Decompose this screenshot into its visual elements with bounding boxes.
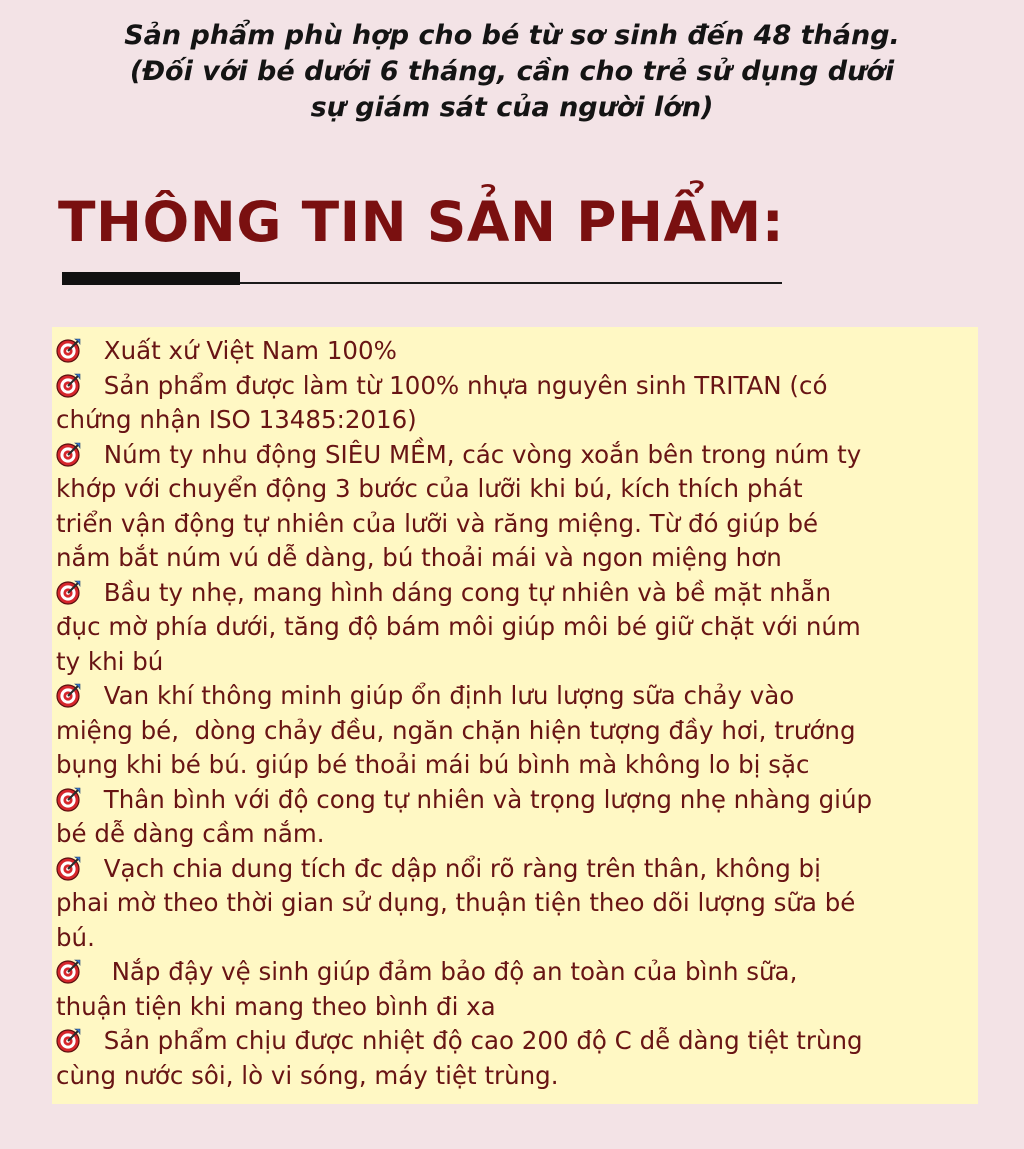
direct-hit-target-icon xyxy=(56,682,82,708)
info-item-text: Bầu ty nhẹ, mang hình dáng cong tự nhiên và bề mặt nhẵn xyxy=(103,577,831,607)
info-item-text: triển vận động tự nhiên của lưỡi và răng miệng. Từ đó giúp bé xyxy=(56,508,819,538)
info-item-line xyxy=(56,886,978,921)
info-item-text: Sản phẩm được làm từ 100% nhựa nguyên sinh TRITAN (có xyxy=(103,370,828,400)
info-item-text: Van khí thông minh giúp ổn định lưu lượng sữa chảy vào xyxy=(103,681,795,710)
direct-hit-target-icon xyxy=(56,441,82,467)
age-notice-line-1: Sản phẩm phù hợp cho bé từ sơ sinh đến 48 tháng. xyxy=(124,20,900,51)
info-item-text: Xuất xứ Việt Nam 100% xyxy=(103,336,397,365)
info-item xyxy=(56,438,978,576)
info-item-line xyxy=(56,645,978,680)
info-item-text: bụng khi bé bú. giúp bé thoải mái bú bình mà không lo bị sặc xyxy=(56,750,810,779)
direct-hit-target-icon xyxy=(56,579,82,605)
info-item-text: thuận tiện khi mang theo bình đi xa xyxy=(56,991,496,1021)
info-item-text: đục mờ phía dưới, tăng độ bám môi giúp môi bé giữ chặt với núm xyxy=(56,612,861,641)
info-item-text: nắm bắt núm vú dễ dàng, bú thoải mái và ngon miệng hơn xyxy=(56,543,782,572)
info-item-line xyxy=(56,921,978,956)
info-item-line xyxy=(56,1059,978,1094)
info-item-line xyxy=(56,403,978,438)
direct-hit-target-icon xyxy=(56,372,82,398)
age-notice xyxy=(40,18,984,126)
info-item xyxy=(56,334,978,369)
info-item-text: phai mờ theo thời gian sử dụng, thuận tiện theo dõi lượng sữa bé xyxy=(56,888,856,917)
info-item-line xyxy=(56,748,978,783)
info-item-text: chứng nhận ISO 13485:2016) xyxy=(56,405,417,434)
info-item-line xyxy=(56,955,978,990)
info-item-line xyxy=(56,714,978,749)
info-item-text: Vạch chia dung tích đc dập nổi rõ ràng trên thân, không bị xyxy=(103,853,821,883)
info-item-text: bú. xyxy=(56,922,95,952)
info-item-text: miệng bé, dòng chảy đều, ngăn chặn hiện tượng đầy hơi, trướng xyxy=(56,715,856,745)
info-item-text: khớp với chuyển động 3 bước của lưỡi khi bú, kích thích phát xyxy=(56,474,803,503)
info-item xyxy=(56,369,978,438)
info-item-line xyxy=(56,576,978,611)
info-item-text: Sản phẩm chịu được nhiệt độ cao 200 độ C dễ dàng tiệt trùng xyxy=(103,1026,863,1055)
info-item xyxy=(56,1024,978,1093)
direct-hit-target-icon xyxy=(56,337,82,363)
info-item-line xyxy=(56,783,978,818)
age-notice-line-3: sự giám sát của người lớn) xyxy=(310,92,714,123)
direct-hit-target-icon xyxy=(56,855,82,881)
info-item-text: ty khi bú xyxy=(56,646,164,676)
info-item xyxy=(56,955,978,1024)
info-item-line xyxy=(56,438,978,473)
info-item-line xyxy=(56,610,978,645)
info-item xyxy=(56,576,978,680)
title-underline-accent xyxy=(62,272,240,285)
info-item-text: Thân bình với độ cong tự nhiên và trọng lượng nhẹ nhàng giúp xyxy=(103,784,873,814)
info-item-line xyxy=(56,817,978,852)
section-title: THÔNG TIN SẢN PHẨM: xyxy=(58,190,785,254)
age-notice-line-2: (Đối với bé dưới 6 tháng, cần cho trẻ sử dụng dưới xyxy=(129,56,895,87)
product-info-box xyxy=(52,327,978,1104)
direct-hit-target-icon xyxy=(56,1027,82,1053)
direct-hit-target-icon xyxy=(56,786,82,812)
info-item xyxy=(56,783,978,852)
info-item-text: Nắp đậy vệ sinh giúp đảm bảo độ an toàn của bình sữa, xyxy=(103,957,798,986)
info-item-line xyxy=(56,334,978,369)
info-item-line xyxy=(56,507,978,542)
info-item xyxy=(56,679,978,783)
info-item-line xyxy=(56,852,978,887)
info-item-line xyxy=(56,1024,978,1059)
info-item-line xyxy=(56,679,978,714)
info-item-text: Núm ty nhu động SIÊU MỀM, các vòng xoắn bên trong núm ty xyxy=(103,439,862,469)
info-item-line xyxy=(56,990,978,1025)
direct-hit-target-icon xyxy=(56,958,82,984)
info-item-text: cùng nước sôi, lò vi sóng, máy tiệt trùng. xyxy=(56,1060,559,1090)
info-item-text: bé dễ dàng cầm nắm. xyxy=(56,819,325,848)
info-item-line xyxy=(56,472,978,507)
info-item-line xyxy=(56,541,978,576)
info-item xyxy=(56,852,978,956)
info-item-line xyxy=(56,369,978,404)
